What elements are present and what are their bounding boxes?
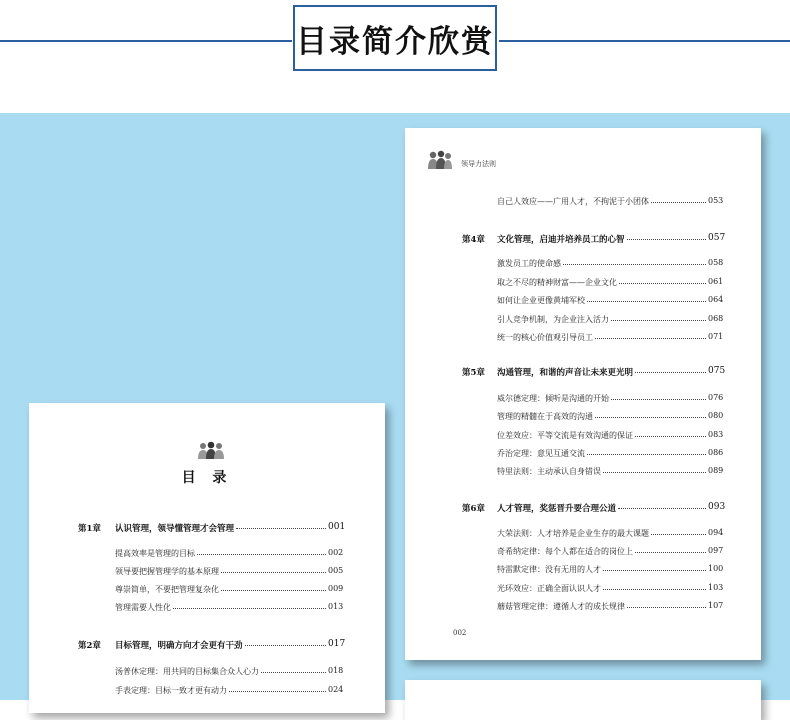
- toc-page-number: 083: [708, 430, 724, 439]
- dot-leader: [611, 320, 706, 321]
- toc-entry-title: 乔治定理：意见互通交流: [497, 449, 585, 458]
- dot-leader: [651, 202, 706, 203]
- chapter-label: 第6章: [462, 504, 485, 514]
- toc-entry-title: 激发员工的使命感: [497, 259, 561, 268]
- toc-entry-title: 光环效应：正确全面认识人才: [497, 584, 601, 593]
- banner-line-right: [499, 40, 790, 42]
- dot-leader: [595, 338, 706, 339]
- toc-entry-title: 手表定理：目标一致才更有动力: [115, 686, 227, 695]
- dot-leader: [221, 572, 326, 573]
- toc-entry-title: 统一的核心价值观引导员工: [497, 333, 593, 342]
- banner-line-left: [0, 40, 292, 42]
- dot-leader: [603, 472, 706, 473]
- dot-leader: [651, 534, 706, 535]
- toc-entry-title: 提高效率是管理的目标: [115, 549, 195, 558]
- running-header: 领导力法则: [461, 160, 496, 168]
- toc-page-number: 058: [708, 258, 724, 267]
- toc-title: 目 录: [181, 470, 233, 486]
- toc-page-left: [29, 403, 385, 713]
- toc-page-number: 100: [708, 564, 724, 573]
- dot-leader: [587, 301, 706, 302]
- toc-entry-title: 威尔德定理：倾听是沟通的开始: [497, 394, 609, 403]
- banner-title-box: [293, 5, 497, 71]
- chapter-label: 第4章: [462, 235, 485, 245]
- dot-leader: [563, 264, 706, 265]
- dot-leader: [229, 691, 326, 692]
- dot-leader: [635, 552, 706, 553]
- toc-page-number: 089: [708, 466, 724, 475]
- toc-entry-title: 管理的精髓在于高效的沟通: [497, 412, 593, 421]
- dot-leader: [261, 672, 326, 673]
- chapter-label: 第2章: [78, 641, 101, 651]
- dot-leader: [603, 589, 706, 590]
- toc-page-number: 075: [708, 366, 726, 376]
- dot-leader: [627, 607, 706, 608]
- toc-page-number: 068: [708, 314, 724, 323]
- chapter-label: 第5章: [462, 368, 485, 378]
- toc-entry-title: 领导要把握管理学的基本原理: [115, 567, 219, 576]
- dot-leader: [603, 570, 706, 571]
- toc-entry-title: 位差效应：平等交流是有效沟通的保证: [497, 431, 633, 440]
- toc-entry-title: 沟通管理，和谐的声音让未来更光明: [497, 368, 634, 378]
- toc-page-number: 024: [328, 685, 344, 694]
- toc-entry-title: 特雷默定律：没有无用的人才: [497, 565, 601, 574]
- toc-page-number: 071: [708, 332, 724, 341]
- toc-entry-title: 汤普休定理：用共同的目标集合众人心力: [115, 667, 259, 676]
- toc-page-number: 086: [708, 448, 724, 457]
- toc-entry-title: 奇希纳定律：每个人都在适合的岗位上: [497, 547, 633, 556]
- toc-page-number: 018: [328, 666, 344, 675]
- toc-page-number: 057: [708, 233, 726, 243]
- toc-page-number: 107: [708, 601, 724, 610]
- toc-entry-title: 目标管理，明确方向才会更有干劲: [115, 641, 243, 651]
- dot-leader: [619, 283, 706, 284]
- toc-entry-title: 大荣法则：人才培养是企业生存的最大课题: [497, 529, 649, 538]
- dot-leader: [635, 372, 706, 373]
- toc-page-number: 002: [328, 548, 344, 557]
- toc-page-number: 009: [328, 584, 344, 593]
- dot-leader: [236, 528, 326, 529]
- dot-leader: [618, 508, 706, 509]
- toc-page-right: [405, 128, 761, 660]
- toc-entry-title: 特里法则：主动承认自身错误: [497, 467, 601, 476]
- toc-entry-title: 引人竞争机制，为企业注入活力: [497, 315, 609, 324]
- toc-entry-title: 管理需要人性化: [115, 603, 171, 612]
- dot-leader: [595, 417, 706, 418]
- toc-page-number: 017: [328, 639, 346, 649]
- toc-entry-title: 认识管理，领导懂管理才会管理: [115, 524, 235, 534]
- dot-leader: [221, 590, 326, 591]
- toc-entry-title: 人才管理，奖惩晋升要合理公道: [497, 504, 617, 514]
- toc-entry-title: 如何让企业更像黄埔军校: [497, 296, 585, 305]
- toc-page-number: 103: [708, 583, 724, 592]
- toc-page-number: 001: [328, 522, 346, 532]
- toc-page-number: 061: [708, 277, 724, 286]
- toc-entry-title: 自己人效应——广用人才，不拘泥于小团体: [497, 197, 649, 206]
- toc-page-number: 080: [708, 411, 724, 420]
- dot-leader: [587, 454, 706, 455]
- toc-page-number: 097: [708, 546, 724, 555]
- toc-entry-title: 文化管理，启迪并培养员工的心智: [497, 235, 625, 245]
- toc-entry-title: 尊崇简单，不要把管理复杂化: [115, 585, 219, 594]
- dot-leader: [627, 239, 706, 240]
- toc-page-next: [405, 680, 761, 720]
- page-number: 002: [453, 629, 467, 637]
- toc-page-number: 094: [708, 528, 724, 537]
- people-group-icon: [425, 149, 455, 171]
- banner-area: [0, 0, 790, 113]
- toc-page-number: 064: [708, 295, 724, 304]
- dot-leader: [173, 608, 326, 609]
- toc-page-number: 013: [328, 602, 344, 611]
- dot-leader: [611, 399, 706, 400]
- banner-title: 目录简介欣赏: [296, 23, 494, 60]
- people-group-icon: [196, 440, 226, 460]
- toc-page-number: 076: [708, 393, 724, 402]
- toc-page-number: 053: [708, 196, 724, 205]
- toc-page-number: 005: [328, 566, 344, 575]
- chapter-label: 第1章: [78, 524, 101, 534]
- toc-page-number: 093: [708, 502, 726, 512]
- toc-entry-title: 取之不尽的精神财富——企业文化: [497, 278, 617, 287]
- dot-leader: [245, 645, 326, 646]
- dot-leader: [635, 436, 706, 437]
- dot-leader: [197, 554, 326, 555]
- toc-entry-title: 蘑菇管理定律：遵循人才的成长规律: [497, 602, 625, 611]
